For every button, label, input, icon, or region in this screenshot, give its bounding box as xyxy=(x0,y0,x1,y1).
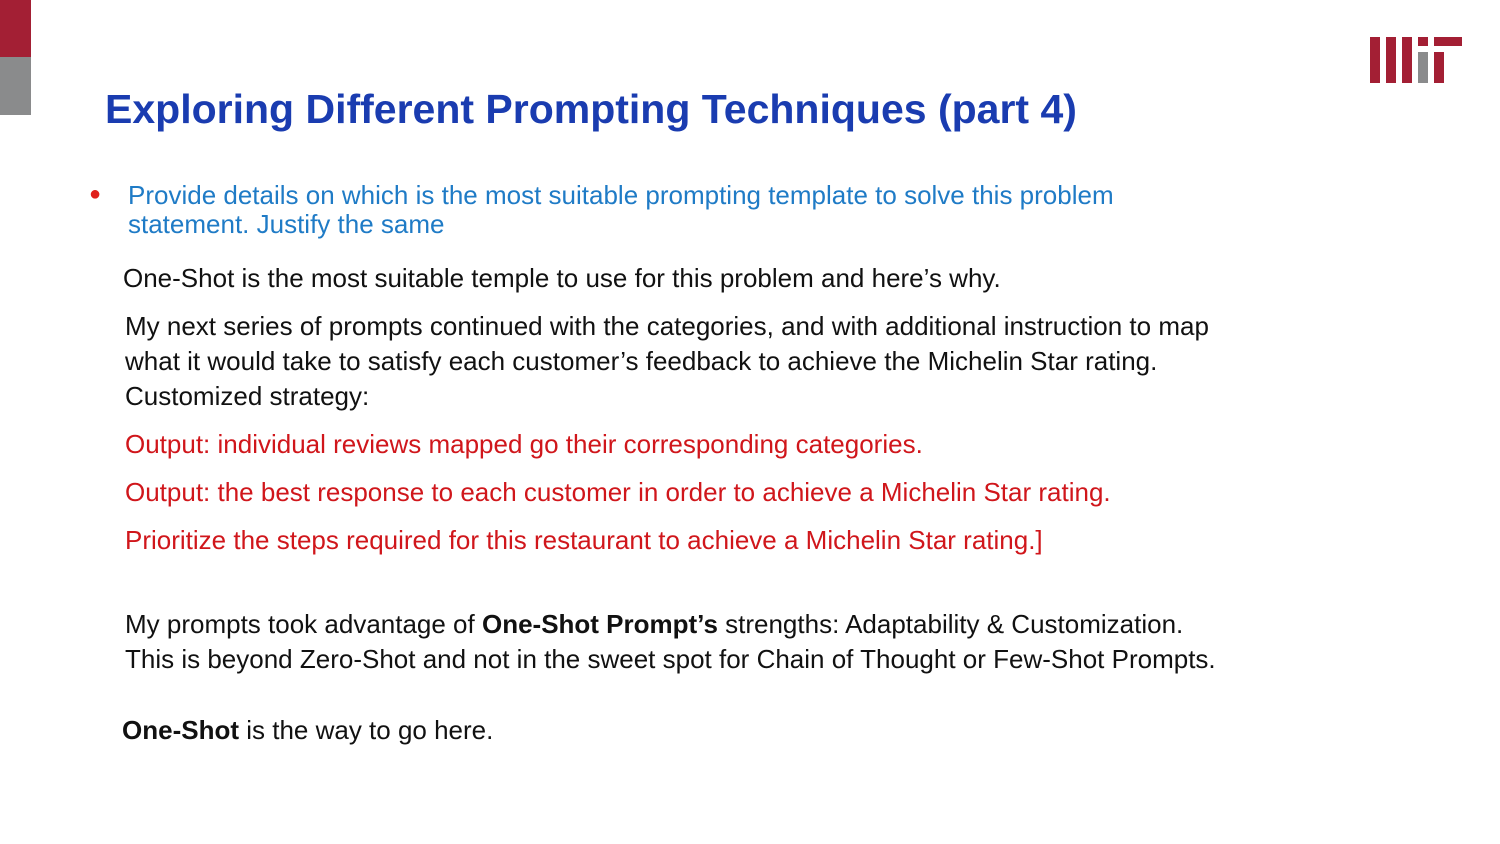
para3-post: strengths: Adaptability & Customization. xyxy=(717,609,1184,639)
bullet-dot-icon: ● xyxy=(89,183,102,205)
mit-logo xyxy=(1370,37,1462,83)
output-line-2: Output: the best response to each customer in order to achieve a Michelin Star rating. xyxy=(125,477,1111,507)
output-line-3: Prioritize the steps required for this restaurant to achieve a Michelin Star rating.] xyxy=(125,525,1043,555)
accent-bar-red xyxy=(0,0,31,57)
para2-line1: My next series of prompts continued with the categories, and with additional instruction to map xyxy=(125,311,1209,341)
para3-pre: My prompts took advantage of xyxy=(125,609,482,639)
closing-rest: is the way to go here. xyxy=(239,715,494,745)
bullet-text: Provide details on which is the most suitable prompting template to solve this problem statement. Justify the same xyxy=(128,180,1114,239)
para3-line2: This is beyond Zero-Shot and not in the sweet spot for Chain of Thought or Few-Shot Prompts. xyxy=(125,644,1216,674)
accent-bar-gray xyxy=(0,57,31,115)
slide-title: Exploring Different Prompting Techniques (part 4) xyxy=(105,86,1077,132)
para2-line2: what it would take to satisfy each customer’s feedback to achieve the Michelin Star rating. xyxy=(125,346,1158,376)
para3-bold: One-Shot Prompt’s xyxy=(481,609,718,639)
output-line-1: Output: individual reviews mapped go their corresponding categories. xyxy=(125,429,923,459)
closing-line xyxy=(122,713,493,748)
para2-line3: Customized strategy: xyxy=(125,381,370,411)
intro-line: One-Shot is the most suitable temple to use for this problem and here’s why. xyxy=(123,263,1001,293)
para3-line1 xyxy=(125,607,1183,642)
closing-bold: One-Shot xyxy=(122,715,239,745)
